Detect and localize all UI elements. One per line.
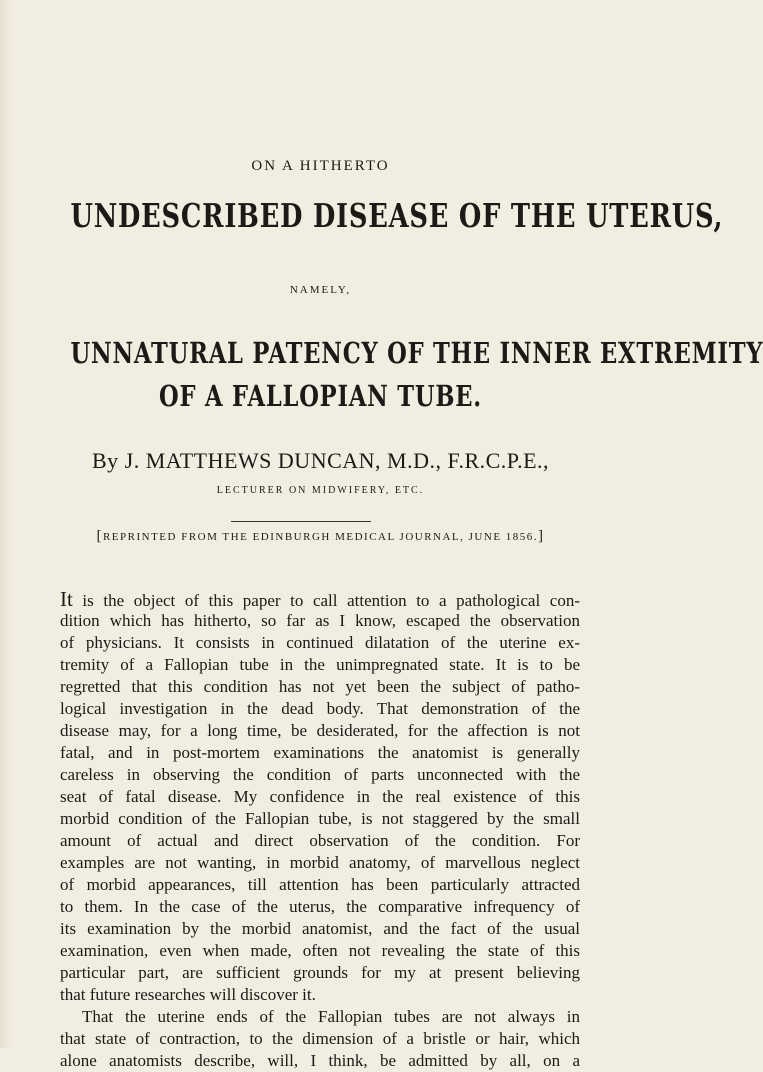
body-line: of physicians. It consists in continued dilatation of the uterine ex-	[60, 633, 580, 652]
body-line: of morbid appearances, till attention has been particularly attracted	[60, 875, 580, 894]
body-line: careless in observing the condition of parts unconnected with the	[60, 765, 580, 784]
author-name: J. MATTHEWS DUNCAN, M.D., F.R.C.P.E.,	[124, 448, 550, 473]
body-line: amount of actual and direct observation of the condition. For	[60, 831, 580, 850]
reprint-close-bracket: ]	[538, 528, 545, 544]
drop-first-word: It	[60, 587, 73, 611]
body-line: to them. In the case of the uterus, the comparative infrequency of	[60, 897, 580, 916]
body-line: alone anatomists describe, will, I think, be admitted by all, on a	[60, 1051, 580, 1070]
body-line: regretted that this condition has not yet been the subject of patho-	[60, 677, 580, 696]
body-line: logical investigation in the dead body. That demonstration of the	[60, 699, 580, 718]
body-line: particular part, are sufficient grounds for my at present believing	[60, 963, 580, 982]
body-line: disease may, for a long time, be desiderated, for the affection is not	[60, 721, 580, 740]
body-line: morbid condition of the Fallopian tube, is not staggered by the small	[60, 809, 580, 828]
body-line: that future researches will discover it.	[60, 985, 316, 1004]
body-line: examples are not wanting, in morbid anatomy, of marvellous neglect	[60, 853, 580, 872]
namely-label: NAMELY,	[289, 284, 352, 296]
body-line: seat of fatal disease. My confidence in the real existence of this	[60, 787, 580, 806]
body-line: that state of contraction, to the dimension of a bristle or hair, which	[60, 1029, 580, 1048]
body-line-text: is the object of this paper to call attention to a pathological con-	[72, 591, 580, 610]
body-paragraphs	[60, 588, 580, 1072]
reprint-text: REPRINTED FROM THE EDINBURGH MEDICAL JOURNAL, JUNE 1856.	[102, 531, 539, 543]
subtitle-line-2: OF A FALLOPIAN TUBE.	[159, 379, 482, 413]
main-title: UNDESCRIBED DISEASE OF THE UTERUS,	[70, 196, 724, 235]
body-line: That the uterine ends of the Fallopian tubes are not always in	[82, 1007, 580, 1026]
reprint-note	[0, 528, 641, 545]
pre-title: ON A HITHERTO	[251, 158, 390, 174]
body-line	[60, 588, 580, 610]
body-line: dition which has hitherto, so far as I know, escaped the observation	[60, 611, 580, 630]
body-line: examination, even when made, often not revealing the state of this	[60, 941, 580, 960]
divider-rule	[231, 521, 371, 522]
body-line: tremity of a Fallopian tube in the unimpregnated state. It is to be	[60, 655, 580, 674]
reprint-open-bracket: [	[96, 528, 103, 544]
author-line	[0, 448, 641, 474]
subtitle-line-1: UNNATURAL PATENCY OF THE INNER EXTREMITY	[70, 336, 763, 370]
author-prefix: By	[91, 448, 119, 473]
body-line: fatal, and in post-mortem examinations the anatomist is generally	[60, 743, 580, 762]
body-line: its examination by the morbid anatomist, and the fact of the usual	[60, 919, 580, 938]
author-role: LECTURER ON MIDWIFERY, ETC.	[216, 485, 425, 496]
